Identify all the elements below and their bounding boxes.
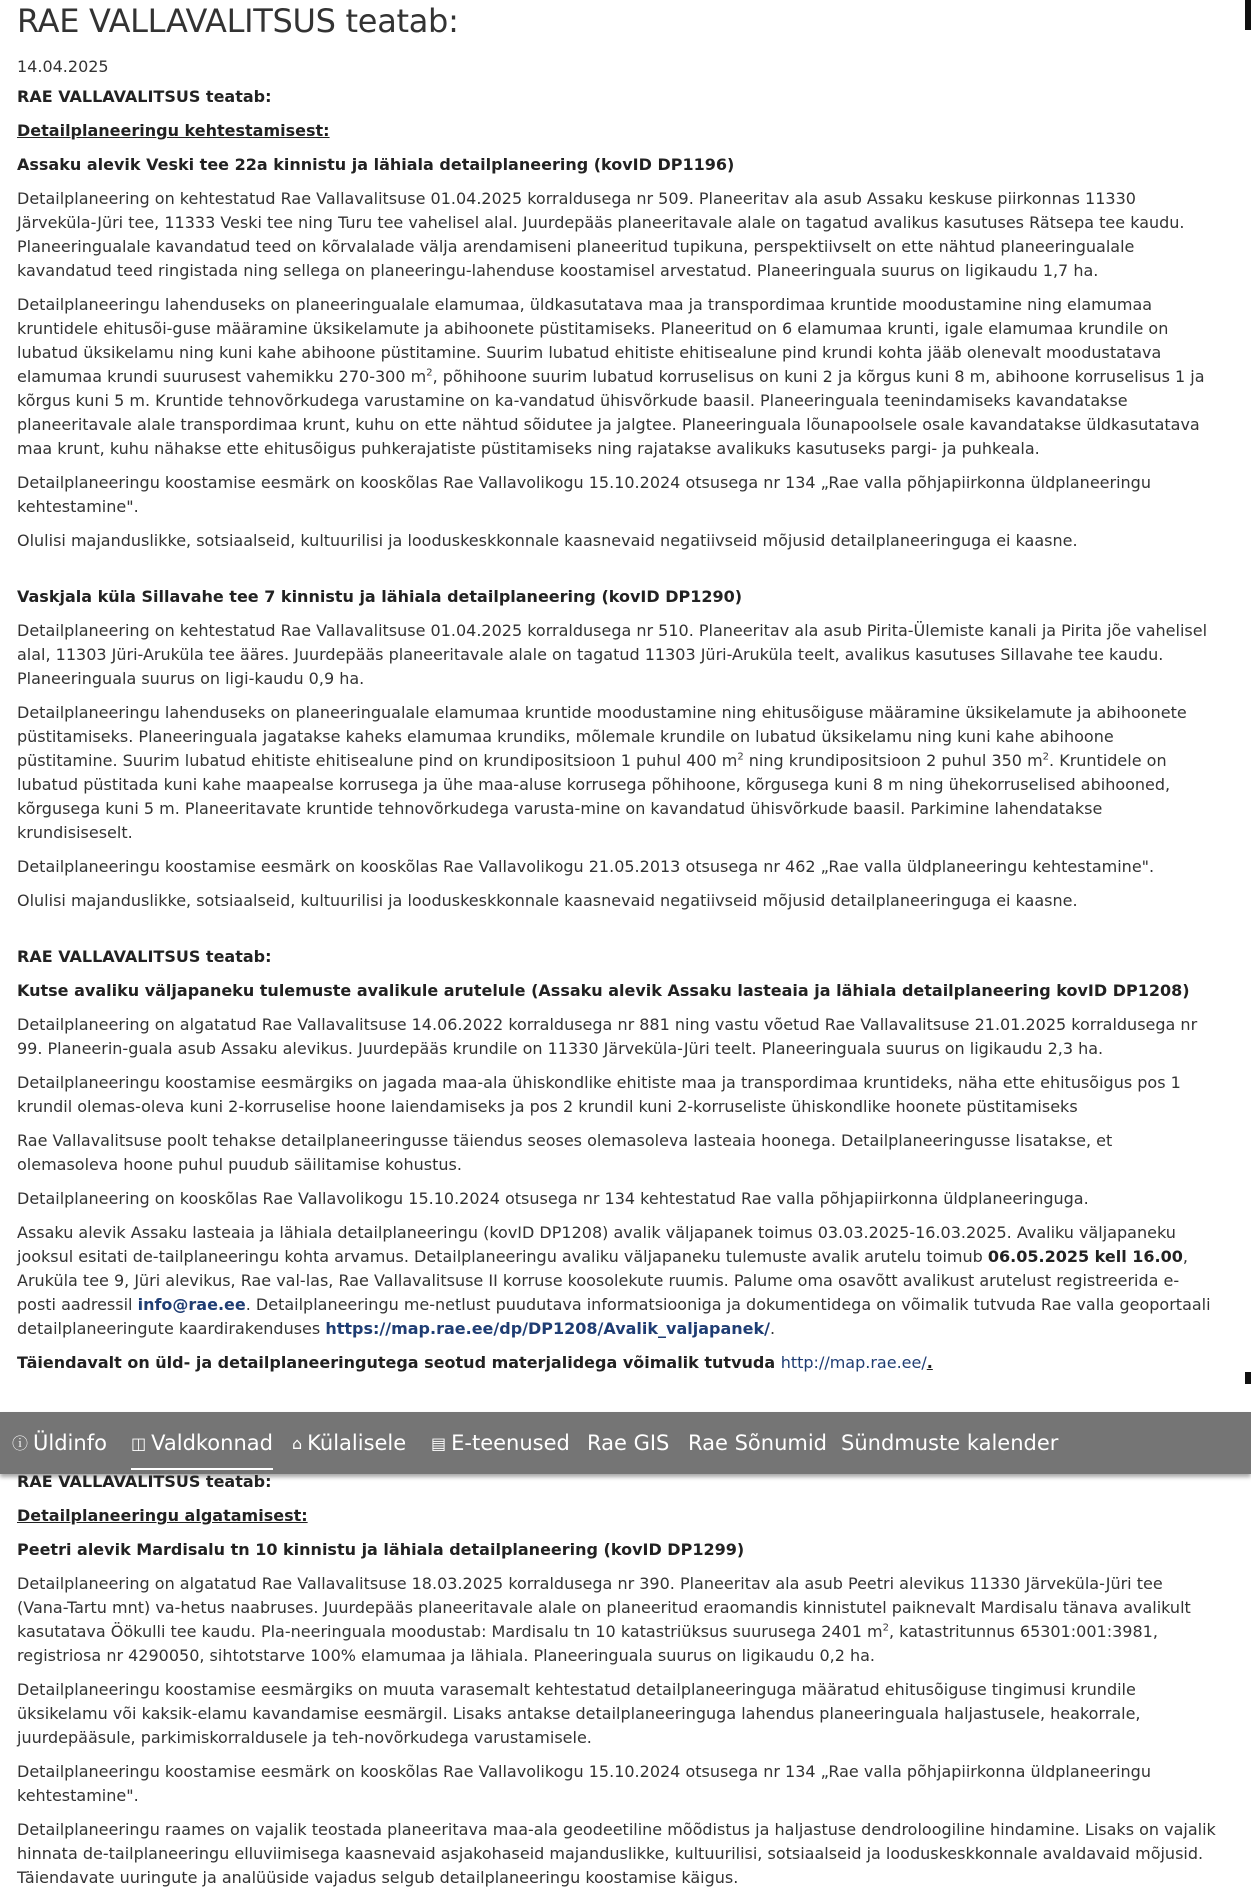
plan-title: Assaku alevik Veski tee 22a kinnistu ja lähiala detailplaneering (kovID DP1196) — [17, 155, 735, 174]
paragraph: Detailplaneeringu koostamise eesmärgiks on jagada maa-ala ühiskondlike ehitiste maa ja transpordimaa kruntideks, näha ette ehitusõigus pos 1 krundil olemas-oleva kuni 2-korruselise hoone laiendamiseks ja pos 2 krundil kuni 2-korruseliste ühiskondlike hoonete püstitamiseks — [17, 1073, 1181, 1116]
paragraph: Detailplaneering on algatatud Rae Vallavalitsuse 14.06.2022 korraldusega nr 881 ning vastu võetud Rae Vallavalitsuse 21.01.2025 korraldusega nr 99. Planeerin-guala asub Assaku alevikus. Juurdepääs krundile on 11330 Järveküla-Jüri teelt. Planeeringuala suurus on ligikaudu 2,3 ha. — [17, 1015, 1198, 1058]
id-card-icon: ▤ — [431, 1434, 447, 1453]
org-heading: RAE VALLAVALITSUS teatab: — [17, 1472, 272, 1491]
nav-item-e-teenused[interactable]: ▤ E-teenused — [431, 1412, 570, 1474]
scrollbar-thumb[interactable] — [1245, 0, 1251, 30]
paragraph: Olulisi majanduslikke, sotsiaalseid, kultuurilisi ja looduskeskkonnale kaasnevaid negatiivseid mõjusid detailplaneeringuga ei kaasne. — [17, 531, 1078, 550]
paragraph: Detailplaneering on algatatud Rae Vallavalitsuse 18.03.2025 korraldusega nr 390. Planeeritav ala asub Peetri alevikus 11330 Järveküla-Jüri tee (Vana-Tartu mnt) va-hetus naabruses. Juurdepääs planeeritavale alale on planeeritud eraomandis kinnistutel paiknevalt Mardisalu tänava avalikult kasutatava Öökulli tee kaudu. Pla-neeringuala moodustab: Mardisalu tn 10 katastriüksus suurusega 2401 $m^2$, katastritunnus 65301:001:3981, registriosa nr 4290050, sihtotstarve 100% elamumaa ja lähiala. Planeeringuala suurus on ligikaudu 0,2 ha. — [17, 1574, 1191, 1665]
section-heading: Detailplaneeringu algatamisest: — [17, 1506, 308, 1525]
org-heading: RAE VALLAVALITSUS teatab: — [17, 947, 272, 966]
geoportal-link[interactable]: https://map.rae.ee/dp/DP1208/Avalik_valjapanek/ — [325, 1319, 770, 1338]
paragraph: Täiendavalt on üld- ja detailplaneeringutega seotud materjalidega võimalik tutvuda http://map.rae.ee/. — [17, 1353, 933, 1372]
paragraph: Detailplaneeringu lahenduseks on planeeringualale elamumaa kruntide moodustamine ning ehitusõiguse määramine üksikelamute ja abihoonete püstitamiseks. Planeeringuala jagatakse kaheks elamumaa krundiks, mõlemale krundile on lubatud üksikelamu ning kuni kahe abihoone püstitamine. Suurim lubatud ehitiste ehitisealune pind on krundipositsioon 1 puhul 400 $m^2$ ning krundipositsioon 2 puhul 350 $m^2$. Kruntidele on lubatud püstitada kuni kahe maapealse korrusega ja ühe maa-aluse korrusega põhihoone, kõrgusega kuni 8 m ning ühekorruselised abihooned, kõrgusega kuni 5 m. Planeeritavate kruntide tehnovõrkudega varusta-mine on kavandatud ühisvõrkude baasil. Parkimine lahendatakse krundisiseselt. — [17, 703, 1187, 842]
section-algatamine — [17, 1470, 1217, 1890]
paragraph: Detailplaneeringu koostamise eesmärk on kooskõlas Rae Vallavolikogu 21.05.2013 otsusega nr 462 „Rae valla üldplaneeringu kehtestamine". — [17, 857, 1155, 876]
nav-item-syndmuste-kalender[interactable]: Sündmuste kalender — [841, 1431, 1059, 1455]
plan-title: Kutse avaliku väljapaneku tulemuste avalikule arutelule (Assaku alevik Assaku lasteaia ja lähiala detailplaneering kovID DP1208) — [17, 981, 1190, 1000]
page-title: RAE VALLAVALITSUS teatab: — [17, 2, 459, 40]
paragraph: Detailplaneeringu koostamise eesmärgiks on muuta varasemalt kehtestatud detailplaneeringuga määratud ehitusõiguse tingimusi krundile üksikelamu või kaksik-elamu kavandamise eesmärgil. Lisaks antakse detailplaneeringuga lahendus planeeringuala haljastusele, heakorrale, juurdepääsule, parkimiskorraldusele ja teh-novõrkudega varustamisele. — [17, 1680, 1141, 1747]
sitemap-icon: ◫ — [131, 1434, 147, 1453]
paragraph: Detailplaneering on kooskõlas Rae Vallavolikogu 15.10.2024 otsusega nr 134 kehtestatud Rae valla põhjapiirkonna üldplaneeringuga. — [17, 1189, 1089, 1208]
paragraph: Detailplaneeringu koostamise eesmärk on kooskõlas Rae Vallavolikogu 15.10.2024 otsusega nr 134 „Rae valla põhjapiirkonna üldplaneeringu kehtestamine". — [17, 1762, 1151, 1805]
meeting-datetime: 06.05.2025 kell 16.00 — [987, 1247, 1183, 1266]
paragraph: Detailplaneeringu lahenduseks on planeeringualale elamumaa, üldkasutatava maa ja transpordimaa kruntide moodustamine ning elamumaa kruntidele ehitusõi-guse määramine üksikelamute ja abihoonete püstitamiseks. Planeeritud on 6 elamumaa krunti, igale elamumaa krundile on lubatud üksikelamu ning kuni kahe abihoone püstitamine. Suurim lubatud ehitiste ehitisealune pind krundi kohta jääb olenevalt moodustatava elamumaa krundi suurusest vahemikku 270-300 $m^2$, põhihoone suurim lubatud korruselisus on kuni 2 ja kõrgus kuni 8 m, abihoone korruselisus 1 ja kõrgus kuni 5 m. Kruntide tehnovõrkudega varustamine on ka-vandatud ühisvõrkude baasil. Planeeringuala teenindamiseks kavandatakse planeeritavale alale transpordimaa krunt, kuhu on ette nähtud sõidutee ja jalgtee. Planeeringuala lõunapoolsele osale kavandatakse üldkasutatava maa krunt, kuhu nähakse ette ehitusõigus puhkerajatiste püstitamiseks ning rajatakse avalikuks kasutuseks pargi- ja puhkeala. — [17, 295, 1205, 458]
article-content — [17, 0, 1217, 1375]
org-heading: RAE VALLAVALITSUS teatab: — [17, 87, 272, 106]
email-link[interactable]: info@rae.ee — [137, 1295, 246, 1314]
paragraph: Detailplaneering on kehtestatud Rae Vallavalitsuse 01.04.2025 korraldusega nr 509. Planeeritav ala asub Assaku keskuse piirkonnas 11330 Järveküla-Jüri tee, 11333 Veski tee ning Turu tee vahelisel alal. Juurdepääs planeeritavale alale on tagatud avalikus kasutuses Rätsepa tee kaudu. Planeeringualale kavandatud teed on kõrvalalade välja arendamiseni planeeritud tupikuna, perspektiivselt on ette nähtud planeeringualale kavandatud teed ringistada ning sellega on planeeringu-lahenduse koostamisel arvestatud. Planeeringuala suurus on ligikaudu 1,7 ha. — [17, 189, 1185, 280]
paragraph: Olulisi majanduslikke, sotsiaalseid, kultuurilisi ja looduskeskkonnale kaasnevaid negatiivseid mõjusid detailplaneeringuga ei kaasne. — [17, 891, 1078, 910]
paragraph: Detailplaneeringu koostamise eesmärk on kooskõlas Rae Vallavolikogu 15.10.2024 otsusega nr 134 „Rae valla põhjapiirkonna üldplaneeringu kehtestamine". — [17, 473, 1151, 516]
plan-title: Peetri alevik Mardisalu tn 10 kinnistu ja lähiala detailplaneering (kovID DP1299) — [17, 1540, 745, 1559]
paragraph: Detailplaneeringu raames on vajalik teostada planeeritava maa-ala geodeetiline mõõdistus ja haljastuse dendroloogiline hindamine. Lisaks on vajalik hinnata de-tailplaneeringu elluviimisega kaasnevaid asjakohaseid majanduslikke, kultuurilisi, sotsiaalseid ja looduskeskkonnale avaldavaid mõjusid. Täiendavate uuringute ja analüüside vajadus selgub detailplaneeringu koostamise käigus. — [17, 1820, 1216, 1887]
map-link[interactable]: http://map.rae.ee/ — [780, 1353, 927, 1372]
section-heading: Detailplaneeringu kehtestamisest: — [17, 121, 330, 140]
article-content-lower — [17, 1474, 1217, 1890]
section-kehtestamine — [17, 85, 1217, 913]
publish-date: 14.04.2025 — [17, 57, 109, 76]
scrollbar-marker[interactable] — [1245, 1372, 1251, 1384]
nav-item-rae-gis[interactable]: Rae GIS — [587, 1431, 670, 1455]
paragraph: Assaku alevik Assaku lasteaia ja lähiala detailplaneeringu (kovID DP1208) avalik väljapanek toimus 03.03.2025-16.03.2025. Avaliku väljapaneku jooksul esitati de-tailplaneeringu kohta arvamus. Detailplaneeringu avaliku väljapaneku tulemuste avalik arutelu toimub 06.05.2025 kell 16.00, Aruküla tee 9, Jüri alevikus, Rae val-las, Rae Vallavalitsuse II korruse koosolekute ruumis. Palume oma osavõtt avalikust arutelust registreerida e-posti aadressil info@rae.ee. Detailplaneeringu me-netlust puudutava informatsiooniga ja dokumentidega on võimalik tutvuda Rae valla geoportaali detailplaneeringute kaardirakenduses https://map.rae.ee/dp/DP1208/Avalik_valjapanek/. — [17, 1223, 1211, 1338]
main-navbar — [0, 1412, 1251, 1474]
plan-title: Vaskjala küla Sillavahe tee 7 kinnistu ja lähiala detailplaneering (kovID DP1290) — [17, 587, 743, 606]
paragraph: Rae Vallavalitsuse poolt tehakse detailplaneeringusse täiendus seoses olemasoleva lasteaia hoonega. Detailplaneeringusse lisatakse, et olemasoleva hoone puhul puudub säilitamise kohustus. — [17, 1131, 1113, 1174]
info-circle-icon: ⓘ — [12, 1434, 29, 1453]
paragraph: Detailplaneering on kehtestatud Rae Vallavalitsuse 01.04.2025 korraldusega nr 510. Planeeritav ala asub Pirita-Ülemiste kanali ja Pirita jõe vahelisel alal, 11303 Jüri-Aruküla tee ääres. Juurdepääs planeeritavale alale on tagatud 11303 Jüri-Aruküla teelt, avalikus kasutuses Sillavahe tee kaudu. Planeeringuala suurus on ligi-kaudu 0,9 ha. — [17, 621, 1208, 688]
nav-item-rae-sonumid[interactable]: Rae Sõnumid — [688, 1431, 828, 1455]
nav-item-valdkonnad[interactable]: ◫ Valdkonnad — [131, 1412, 273, 1474]
nav-item-uldinfo[interactable]: ⓘ Üldinfo — [12, 1412, 107, 1474]
home-icon: ⌂ — [292, 1434, 303, 1453]
section-arutelu — [17, 945, 1217, 1375]
nav-item-kulalisele[interactable]: ⌂ Külalisele — [292, 1412, 406, 1474]
